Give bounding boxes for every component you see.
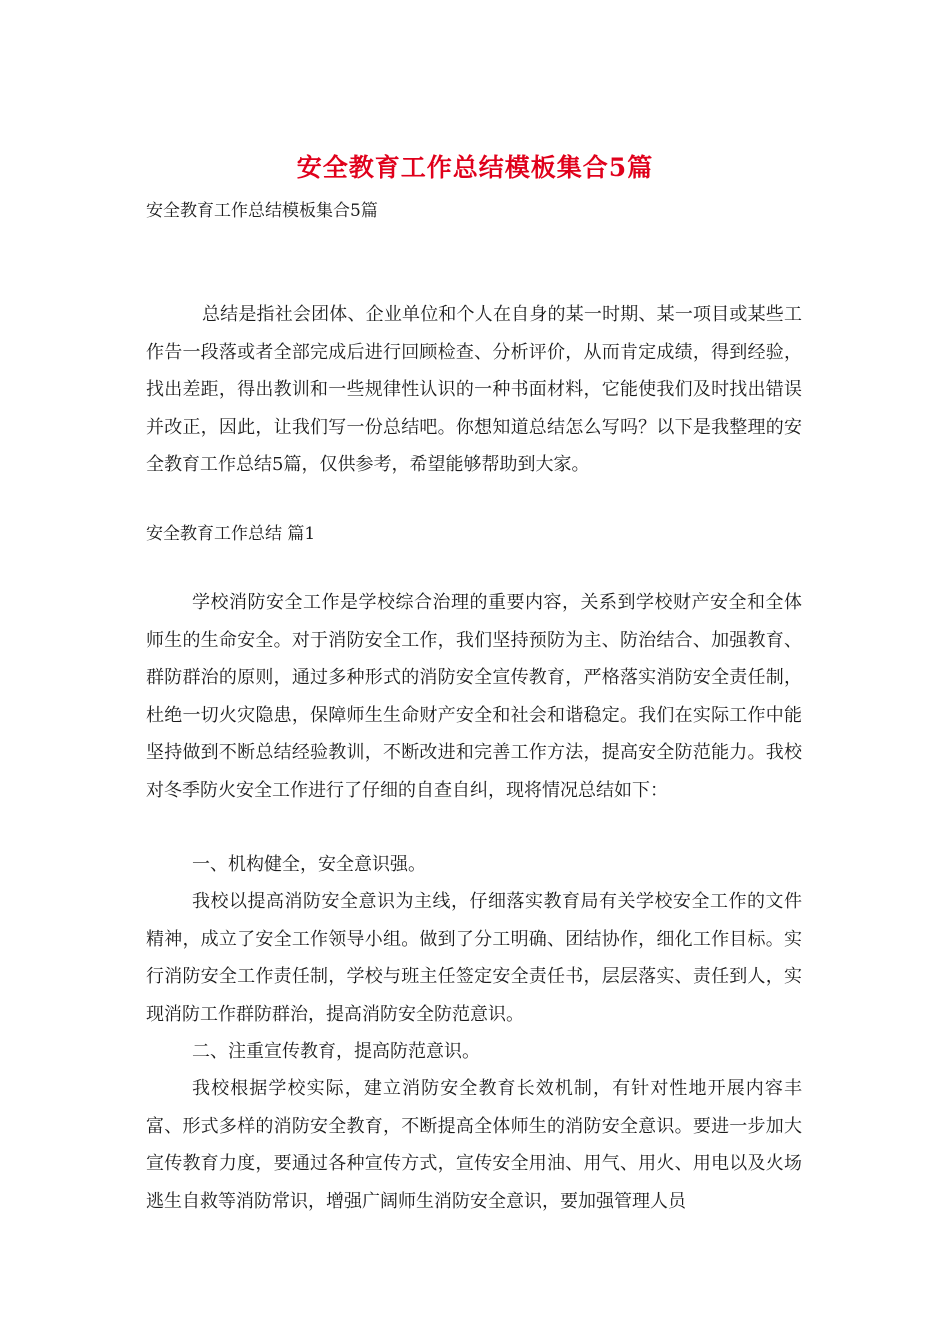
subheading-paragraph: 一、机构健全，安全意识强。: [192, 854, 426, 875]
subheading-paragraph: 二、注重宣传教育，提高防范意识。: [192, 1041, 480, 1062]
section-heading: 安全教育工作总结 篇1: [146, 524, 316, 544]
body-paragraph: 学校消防安全工作是学校综合治理的重要内容，关系到学校财产安全和全体师生的生命安全。对于消防安全工作，我们坚持预防为主、防治结合、加强教育、群防群治的原则，通过多种形式的消防安全宣传教育，严格落实消防安全责任制，杜绝一切火灾隐患，保障师生生命财产安全和社会和谐稳定。我们在实际工作中能坚持做到不断总结经验教训，不断改进和完善工作方法，提高安全防范能力。我校对冬季防火安全工作进行了仔细的自查自纠，现将情况总结如下：: [146, 592, 802, 801]
document-subtitle: 安全教育工作总结模板集合5篇: [146, 201, 378, 221]
body-paragraph: 我校根据学校实际，建立消防安全教育长效机制，有针对性地开展内容丰富、形式多样的消防安全教育，不断提高全体师生的消防安全意识。要进一步加大宣传教育力度，要通过各种宣传方式，宣传安全用油、用气、用火、用电以及火场逃生自救等消防常识，增强广阔师生消防安全意识，要加强管理人员: [146, 1078, 802, 1212]
document-title: 安全教育工作总结模板集合5篇: [296, 153, 654, 182]
intro-paragraph: 总结是指社会团体、企业单位和个人在自身的某一时期、某一项目或某些工作告一段落或者全部完成后进行回顾检查、分析评价，从而肯定成绩，得到经验，找出差距，得出教训和一些规律性认识的一种书面材料，它能使我们及时找出错误并改正，因此，让我们写一份总结吧。你想知道总结怎么写吗？以下是我整理的安全教育工作总结5篇，仅供参考，希望能够帮助到大家。: [146, 304, 802, 475]
body-paragraph: 我校以提高消防安全意识为主线，仔细落实教育局有关学校安全工作的文件精神，成立了安全工作领导小组。做到了分工明确、团结协作，细化工作目标。实行消防安全工作责任制，学校与班主任签定安全责任书，层层落实、责任到人，实现消防工作群防群治，提高消防安全防范意识。: [146, 891, 802, 1025]
